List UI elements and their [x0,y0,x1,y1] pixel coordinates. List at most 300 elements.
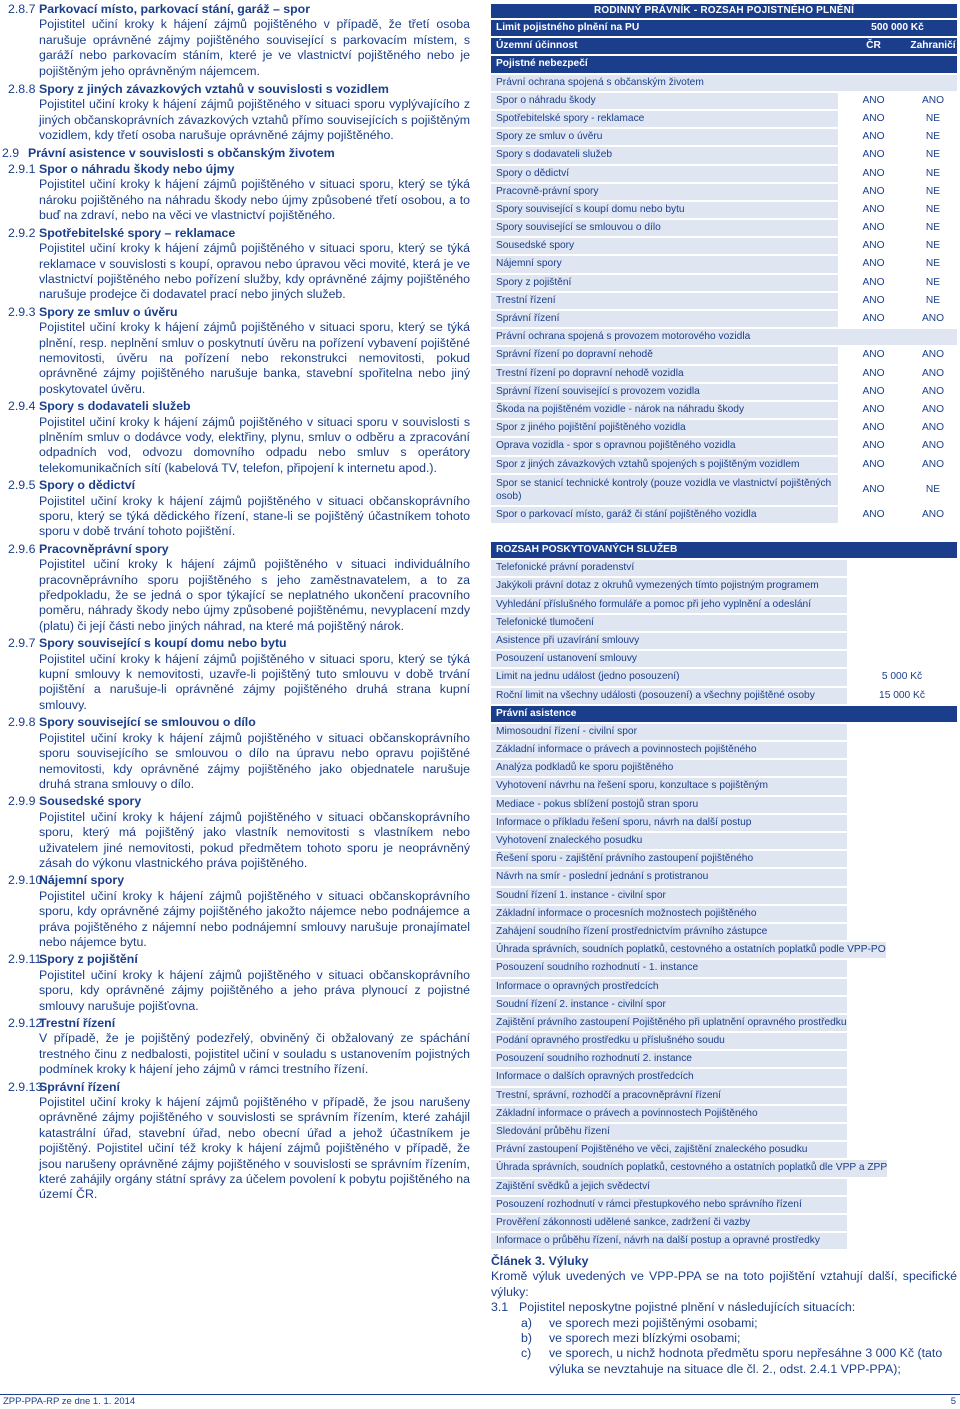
cr-value: ANO [838,220,909,236]
subsection [0,636,470,713]
clause-number: 3.1 [491,1300,509,1315]
service-label: Základní informace o právech a povinnostech Pojištěného [496,1107,758,1119]
service-spacer [847,1069,957,1085]
abroad-value: ANO [909,457,957,473]
service-spacer [847,633,957,649]
service-row [491,1106,957,1122]
subsection-title: Spory z pojištění [39,952,138,967]
subsection [0,478,470,540]
service-row [491,797,957,813]
risk-label: Spor se stanicí technické kontroly (pouze vozidla ve vlastnictví pojištěných osob) [496,477,832,502]
table-row [491,93,957,109]
page-footer [0,1394,960,1409]
service-spacer [847,742,957,758]
subsection-number: 2.9.5 [8,478,36,493]
service-limit: 15 000 Kč [847,688,957,704]
service-label: Soudní řízení 2. instance - civilní spor [496,998,666,1010]
service-row [491,597,957,613]
subsection-body: Pojistitel učiní kroky k hájení zájmů pojištěného v situaci sporu, který se týká nároku pojištěného na náhradu škody nebo újmy způsobené třetí osobou, a to buď na zdraví, nebo na věci ve vlastnictví pojištěného. [39,177,470,223]
risk-label: Trestní řízení po dopravní nehodě vozidla [496,367,684,379]
table-row [491,366,957,382]
service-row [491,815,957,831]
article-intro: Kromě výluk uvedených ve VPP-PPA se na toto pojištění vztahují další, specifické výluky: [491,1269,957,1299]
cr-value: ANO [838,184,909,200]
services-title-text: ROZSAH POSKYTOVANÝCH SLUŽEB [496,544,678,555]
subsection-number: 2.9.7 [8,636,36,651]
service-row [491,906,957,922]
service-label: Právní asistence [496,707,577,719]
service-label: Úhrada správních, soudních poplatků, cestovného a ostatních poplatků dle VPP a ZPP [496,1162,888,1174]
service-row [491,942,957,958]
cr-value: ANO [838,420,909,436]
exclusion-letter: b) [521,1331,532,1346]
service-label: Posouzení soudního rozhodnutí - 1. instance [496,962,699,974]
table-row [491,507,957,523]
abroad-value: NE [909,220,957,236]
subsection [0,305,470,397]
table-row [491,256,957,272]
abroad-value: NE [909,184,957,200]
section-title: Spory z jiných závazkových vztahů v souvislosti s vozidlem [39,82,389,97]
service-label: Zajištění právního zastoupení Pojištěného při uplatnění opravného prostředku [496,1016,847,1028]
table-row [491,202,957,218]
service-label: Informace o dalších opravných prostředcích [496,1071,694,1083]
risk-label: Spory o dědictví [496,167,570,179]
service-row [491,851,957,867]
service-label: Vyhotovení znaleckého posudku [496,835,643,846]
service-row [491,888,957,904]
service-label: Zajištění svědků a jejich svědectví [496,1180,651,1192]
risks-row [491,56,957,72]
service-spacer [847,1142,957,1158]
service-label: Sledování průběhu řízení [496,1126,610,1137]
subsection-title: Spory o dědictví [39,478,136,493]
service-spacer [847,1015,957,1031]
service-label: Telefonické tlumočení [496,616,594,628]
cr-value: ANO [838,111,909,127]
territory-row [491,38,957,54]
cr-value: ANO [838,129,909,145]
service-spacer [847,960,957,976]
services-title [491,542,957,558]
abroad-value: NE [909,475,957,505]
subsection-number: 2.9.11 [8,952,42,967]
section-2-9 [2,146,470,161]
service-spacer [847,1179,957,1195]
service-spacer [886,942,957,958]
risk-label: Právní ochrana spojená s provozem motorového vozidla [496,331,751,343]
risk-label: Sousedské spory [496,240,575,252]
subsection-number: 2.9.3 [8,304,36,319]
risk-label: Pracovně-právní spory [496,185,599,197]
table-row [491,238,957,254]
section-2-9-list [0,162,470,1203]
subsection [0,399,470,476]
abroad-value: ANO [909,347,957,363]
service-row [491,778,957,794]
service-row [491,560,957,576]
service-spacer [847,906,957,922]
cr-value: ANO [838,202,909,218]
table-category [491,75,957,91]
abroad-value: ANO [909,507,957,523]
section-body: Pojistitel učiní kroky k hájení zájmů pojištěného v případě, že třetí osoba narušuje oprávněné zájmy pojištěného související s parkovacím místem, s garáží nebo parkovacím stáním, které je ve vlastnictví pojištěného nebo je pojištěným jeho oprávněným nájemcem. [39,17,470,78]
service-row [491,578,957,594]
service-spacer [847,1215,957,1231]
subsection-title: Sousedské spory [39,794,142,809]
service-row [491,651,957,667]
service-spacer [847,560,957,576]
risk-label: Trestní řízení [496,294,556,306]
service-label: Úhrada správních, soudních poplatků, cestovného a ostatních poplatků podle VPP-PO [496,944,886,956]
exclusion-item [491,1331,957,1346]
subsection [0,794,470,871]
subsection-number: 2.9.1 [8,162,36,177]
abroad-value: ANO [909,420,957,436]
service-label: Limit na jednu událost (jedno posouzení) [496,671,680,683]
service-label: Mimosoudní řízení - civilní spor [496,725,637,737]
service-spacer [847,997,957,1013]
subsection-title: Trestní řízení [39,1016,116,1030]
service-label: Asistence při uzavírání smlouvy [496,634,640,646]
risk-label: Spor o parkovací místo, garáž či stání pojištěného vozidla [496,508,757,520]
article-title: Článek 3. Výluky [491,1254,589,1268]
service-row [491,724,957,740]
cr-value: ANO [838,93,909,109]
service-label: Posouzení rozhodnutí v rámci přestupkového nebo správního řízení [496,1198,802,1210]
cell-spacer [838,329,957,345]
service-spacer [847,615,957,631]
subsection [0,952,470,1014]
service-row [491,833,957,849]
section-number: 2.9 [2,145,20,160]
service-label: Mediace - pokus sblížení postojů stran sporu [496,798,699,810]
service-row [491,1233,957,1249]
section-title: Parkovací místo, parkovací stání, garáž – spor [39,2,310,16]
exclusion-letter: a) [521,1315,532,1330]
table-row [491,129,957,145]
subsection-title: Spory související se smlouvou o dílo [39,715,256,730]
abroad-value: NE [909,166,957,182]
abroad-value: ANO [909,438,957,454]
table-row [491,420,957,436]
service-row [491,688,957,704]
subsection-title: Spory související s koupí domu nebo bytu [39,636,287,651]
table-row [491,147,957,163]
cr-value: ANO [838,457,909,473]
cr-value: ANO [838,507,909,523]
service-row [491,742,957,758]
service-row [491,1160,957,1176]
abroad-value: NE [909,147,957,163]
subsection-body: Pojistitel učiní kroky k hájení zájmů pojištěného v situaci sporu, který se týká kupní smlouvy k nemovitosti, uzavře-li pojištěný tuto smlouvu v době trvání pojištění a narušuje-li oprávněné zájmy pojištěného druhá strana kupní smlouvy. [39,651,470,712]
service-row [491,997,957,1013]
risk-label: Spory s dodavateli služeb [496,149,613,161]
service-row [491,924,957,940]
service-label: Návrh na smír - poslední jednání s protistranou [496,871,709,883]
service-row [491,1033,957,1049]
subsection-title: Pracovněprávní spory [39,541,169,556]
risk-label: Spor z jiného pojištění pojištěného vozidla [496,422,686,434]
cr-value: ANO [838,275,909,291]
service-limit: 5 000 Kč [847,669,957,685]
service-label: Analýza podkladů ke sporu pojištěného [496,762,674,774]
subsection-body: Pojistitel učiní kroky k hájení zájmů pojištěného v případě, že jsou narušeny oprávněné zájmy pojištěného v souvislosti se správním řízením, které zahájil katastrální úřad, stavební úřad, nebo obecní úřad a jehož účastníkem je pojištěný. Pojistitel učiní též kroky k hájení zájmů pojištěného v případě, že jsou narušeny oprávněné zájmy pojištěného v souvislosti se správním řízením, které zahájily orgány státní správy za účelem povolení k pobytu pojištěného na území ČR. [39,1095,470,1202]
document-id: ZPP-PPA-RP ze dne 1. 1. 2014 [3,1396,136,1407]
column-abroad: Zahraničí [910,40,956,52]
risk-label: Nájemní spory [496,258,562,270]
service-label: Roční limit na všechny události (posouzení) a všechny pojištěné osoby [496,689,815,701]
risk-label: Spory související se smlouvou o dílo [496,222,661,234]
service-label: Vyhotovení návrhu na řešení sporu, konzultace s pojištěným [496,780,769,792]
column-cr: ČR [866,40,881,52]
cr-value: ANO [838,166,909,182]
exclusion-item [491,1316,957,1331]
service-row [491,869,957,885]
service-label: Posouzení soudního rozhodnutí 2. instance [496,1053,692,1065]
service-spacer [847,1051,957,1067]
subsection [0,873,470,950]
section-2-8-8 [0,82,470,144]
service-row [491,760,957,776]
service-spacer [847,797,957,813]
exclusion-text: ve sporech, u nichž hodnota předmětu sporu nepřesáhne 3 000 Kč (tato výluka se nevztahuje na situace dle čl. 2., odst. 2.4.1 VPP-PPA); [549,1346,943,1376]
limit-value: 500 000 Kč [871,22,924,33]
service-spacer [847,724,957,740]
subsection-number: 2.9.9 [8,794,36,809]
table-row [491,184,957,200]
table-category [491,329,957,345]
service-row [491,1179,957,1195]
table-row [491,438,957,454]
risk-label: Spory z pojištění [496,276,572,288]
subsection-title: Spor o náhradu škody nebo újmy [39,162,235,177]
service-spacer [847,979,957,995]
service-label: Posouzení ustanovení smlouvy [496,653,638,665]
service-label: Prověření zákonnosti udělené sankce, zadržení či vazby [496,1216,751,1228]
service-spacer [847,1197,957,1213]
limit-label: Limit pojistného plnění na PU [496,22,640,33]
service-spacer [847,578,957,594]
service-label: Informace o průběhu řízení, návrh na další postup a opravné prostředky [496,1235,820,1247]
cr-value: ANO [838,347,909,363]
clause-3-1 [491,1300,957,1315]
risk-label: Oprava vozidla - spor s opravnou pojištěného vozidla [496,440,736,452]
service-spacer [847,1106,957,1122]
subsection-number: 2.9.12 [8,1016,43,1030]
subsection-body: Pojistitel učiní kroky k hájení zájmů pojištěného v situaci občanskoprávního sporu, který má pojištěný jako vlastník nemovitosti s vlastníkem nebo uživatelem jiné nemovitosti, pokud předmětem tohoto sporu je neoprávněný zásah do výkonu vlastnického práva pojištěného. [39,809,470,870]
exclusion-letter: c) [521,1346,532,1361]
subsection-body: Pojistitel učiní kroky k hájení zájmů pojištěného v situaci sporu, který se týká reklamace v souvislosti s koupí, opravou nebo úpravou věci movité, která je ve vlastnictví pojištěného nebo pořízení služby, kdy oprávněné zájmy pojištěného narušuje prodejce či dodavatel prací nebo jiných služeb. [39,241,470,302]
section-body: Pojistitel učiní kroky k hájení zájmů pojištěného v situaci sporu vyplývajícího z jiných občanskoprávních závazkových vztahů přímo souvisejících s pojištěným vozidlem, kdy třetí osoba narušuje oprávněné zájmy pojištěného. [39,97,470,143]
subsection-number: 2.9.6 [8,541,36,556]
abroad-value: NE [909,202,957,218]
risks-label: Pojistné nebezpečí [496,58,588,70]
subsection-body: V případě, že je pojištěný podezřelý, obviněný či obžalovaný ze spáchání trestného činu z nedbalosti, pojistitel učiní v souladu s ustanovením pojistných podmínek kroky k hájení jeho zájmů v rámci trestního řízení. [39,1031,470,1077]
abroad-value: NE [909,256,957,272]
subsection-number: 2.9.4 [8,399,36,414]
cr-value: ANO [838,402,909,418]
service-row [491,615,957,631]
section-2-8-7 [0,2,470,79]
risk-label: Spory související s koupí domu nebo bytu [496,203,685,215]
table-rows [491,75,957,523]
clause-text: Pojistitel neposkytne pojistné plnění v následujících situacích: [519,1300,856,1315]
exclusion-item [491,1346,957,1377]
risk-label: Spotřebitelské spory - reklamace [496,112,645,124]
subsection-body: Pojistitel učiní kroky k hájení zájmů pojištěného v situaci individuálního pracovněprávního sporu pojištěného s jeho zaměstnavatelem, a to za předpokladu, že se jedná o spor týkající se neplatného ukončení pracovního poměru, náhrady škody nebo újmy způsobené pojištěnému, nevyplacení mzdy (platu) či její části nebo jiných náhrad, na které má pojištěný nárok. [39,557,470,633]
exclusion-text: ve sporech mezi blízkými osobami; [549,1331,741,1346]
cr-value: ANO [838,311,909,327]
cr-value: ANO [838,366,909,382]
subsection-number: 2.9.13 [8,1079,43,1094]
service-label: Soudní řízení 1. instance - civilní spor [496,889,666,901]
service-spacer [847,1233,957,1249]
territory-label: Územní účinnost [496,40,578,52]
table-row [491,220,957,236]
service-row [491,1142,957,1158]
service-label: Zahájení soudního řízení prostřednictvím právního zástupce [496,925,768,937]
service-spacer [847,1124,957,1140]
table-row [491,347,957,363]
risk-label: Škoda na pojištěném vozidle - nárok na náhradu škody [496,403,745,415]
service-row [491,1088,957,1104]
service-label: Informace o opravných prostředcích [496,980,659,992]
subsection [0,1080,470,1203]
table-row [491,384,957,400]
subsection-body: Pojistitel učiní kroky k hájení zájmů pojištěného v situaci občanskoprávního sporu, který se týká dědického řízení, stane-li se pojištěný účastníkem tohoto sporu v době trvání tohoto pojištění. [39,493,470,539]
risk-label: Spor z jiných závazkových vztahů spojených s pojištěným vozidlem [496,458,800,470]
abroad-value: NE [909,238,957,254]
table-row [491,111,957,127]
service-spacer [847,1033,957,1049]
table-title: RODINNÝ PRÁVNÍK - ROZSAH POJISTNÉHO PLNĚNÍ [491,4,957,18]
cr-value: ANO [838,438,909,454]
abroad-value: ANO [909,311,957,327]
service-label: Základní informace o procesních možnostech pojištěného [496,907,757,919]
cr-value: ANO [838,147,909,163]
service-spacer [847,833,957,849]
service-label: Trestní, správní, rozhodčí a pracovněprávní řízení [496,1089,721,1101]
service-spacer [847,851,957,867]
service-label: Telefonické právní poradenství [496,562,635,574]
subsection-number: 2.9.10 [8,873,43,888]
risk-label: Spor o náhradu škody [496,94,596,106]
exclusion-list [491,1316,957,1378]
risk-label: Správní řízení [496,313,560,324]
risk-label: Spory ze smluv o úvěru [496,131,603,143]
service-label: Jakýkoli právní dotaz z okruhů vymezených tímto pojistným programem [496,580,819,592]
service-spacer [847,869,957,885]
service-spacer [847,1088,957,1104]
abroad-value: ANO [909,93,957,109]
services-rows [491,560,957,1249]
cr-value: ANO [838,384,909,400]
table-row [491,275,957,291]
abroad-value: ANO [909,384,957,400]
service-label: Právní zastoupení Pojištěného ve věci, zajištění znaleckého posudku [496,1144,808,1156]
table-row [491,293,957,309]
service-row [491,979,957,995]
service-label: Vyhledání příslušného formuláře a pomoc při jeho vyplnění a odeslání [496,598,812,610]
subsection-body: Pojistitel učiní kroky k hájení zájmů pojištěného v situaci občanskoprávního sporu souvisejícího se smlouvou o dílo na úpravu nebo opravu pojištěné nemovitosti, kdy oprávněné zájmy pojištěného jako objednatele narušuje druhá strana smlouvy o dílo. [39,730,470,791]
abroad-value: NE [909,293,957,309]
abroad-value: NE [909,129,957,145]
cr-value: ANO [838,293,909,309]
subsection-title: Spory ze smluv o úvěru [39,304,178,319]
subsection-body: Pojistitel učiní kroky k hájení zájmů pojištěného v situaci občanskoprávního sporu, kdy oprávněné zájmy pojištěného jakožto nájemce nebo podnájemce a práva pojištěného z nájemní nebo podnájemní smlouvy narušuje pronajímatel nebo nájemce bytu. [39,888,470,949]
risk-label: Právní ochrana spojená s občanským životem [496,76,704,88]
service-spacer [847,760,957,776]
service-spacer [847,815,957,831]
service-row [491,1069,957,1085]
table-row [491,166,957,182]
service-row [491,1051,957,1067]
table-row [491,311,957,327]
service-label: Základní informace o právech a povinnostech pojištěného [496,744,757,756]
service-label: Informace o příkladu řešení sporu, návrh na další postup [496,816,752,828]
services-table [491,542,957,1249]
abroad-value: NE [909,111,957,127]
service-row [491,1124,957,1140]
article-3 [491,1254,957,1377]
subsection [0,226,470,303]
cr-value: ANO [838,238,909,254]
cr-value: ANO [838,475,909,505]
service-spacer [847,651,957,667]
subsection-number: 2.9.8 [8,715,36,730]
risk-label: Správní řízení související s provozem vozidla [496,385,700,397]
service-spacer [847,924,957,940]
service-row [491,633,957,649]
cell-spacer [838,75,957,91]
section-title: Právní asistence v souvislosti s občanským životem [28,145,335,160]
subsection-body: Pojistitel učiní kroky k hájení zájmů pojištěného v situaci sporu, který se týká plnění, resp. neplnění smluv o poskytnutí úvěru na pořízení vybavení pojištěné nemovitosti, úvěru na pořízení nebo rekonstrukci nemovitosti, pokud oprávněné zájmy pojištěného narušuje banka, stavební spořitelna nebo jiný poskytovatel úvěru. [39,320,470,396]
table-row [491,475,957,505]
coverage-table [491,4,957,523]
service-row [491,669,957,685]
subsection-body: Pojistitel učiní kroky k hájení zájmů pojištěného v situaci sporu v souvislosti s plněním smluv o dodávce vody, elektřiny, plynu, smluv o odběru a zpracování odpadních vod, odvozu domovního odpadu nebo smluv s operátory telekomunikačních sítí (kabelová TV, telefon, připojení k internetu apod.). [39,414,470,475]
subsection [0,715,470,792]
subsection-title: Nájemní spory [39,873,125,888]
service-spacer [847,597,957,613]
service-label: Řešení sporu - zajištění právního zastoupení pojištěného [496,853,754,865]
service-spacer [847,888,957,904]
subsection-title: Správní řízení [39,1079,120,1094]
service-label: Podání opravného prostředku u příslušného soudu [496,1035,725,1047]
service-row [491,1215,957,1231]
section-number: 2.8.7 [8,2,36,16]
services-subheading [491,706,957,722]
subsection [0,542,470,634]
page-number: 5 [950,1396,956,1407]
table-row [491,402,957,418]
subsection [0,1016,470,1078]
left-column [2,2,470,1205]
cr-value: ANO [838,256,909,272]
abroad-value: NE [909,275,957,291]
section-number: 2.8.8 [8,82,36,97]
subsection [0,162,470,224]
subsection-body: Pojistitel učiní kroky k hájení zájmů pojištěného v situaci občanskoprávního sporu, kdy oprávněné zájmy pojištěného a jeho práva plynoucí z pojistné smlouvy narušuje pojišťovna. [39,967,470,1013]
service-spacer [887,1160,957,1176]
service-spacer [847,778,957,794]
abroad-value: ANO [909,402,957,418]
subsection-title: Spotřebitelské spory – reklamace [39,225,236,240]
risk-label: Správní řízení po dopravní nehodě [496,349,653,361]
service-row [491,1197,957,1213]
limit-row [491,20,957,36]
